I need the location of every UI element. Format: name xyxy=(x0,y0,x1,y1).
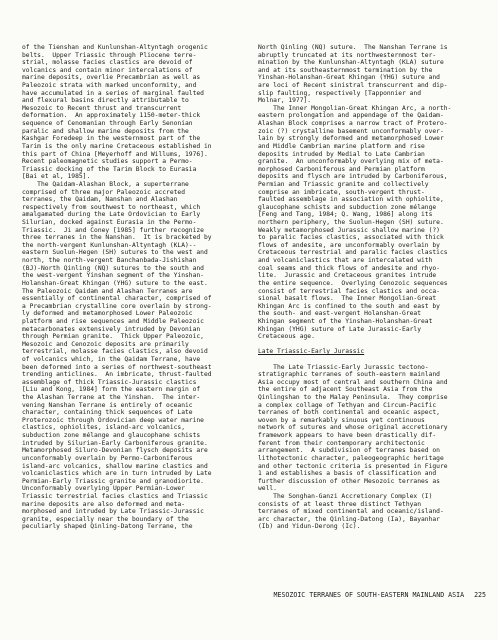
text-line: of volcanics which, in the Qaidam Terrane, have xyxy=(22,355,201,363)
text-line: Yinshan-Holanshan-Great Khingan (YHG) suture and xyxy=(258,74,440,82)
text-line: subduction zone mélange and glaucophane schists xyxy=(22,432,201,440)
text-line: comprise an imbricate, south-vergent thrust- xyxy=(258,188,425,196)
text-line: volcaniclastics which are in turn intruded by Late xyxy=(22,470,212,478)
text-line: essentially of continental character, comprised of xyxy=(22,295,212,303)
text-line: Cretaceous terrestrial and paralic facies clastics xyxy=(258,249,448,257)
text-line: granite. An unconformably overlying mix of meta- xyxy=(258,158,444,166)
text-line: stratigraphic terranes of south-eastern mainland xyxy=(258,371,440,379)
text-line: woven by a remarkably sinuous yet continuous xyxy=(258,416,425,424)
text-line: sequence of Cenomanian through Early Senonian xyxy=(22,120,193,128)
text-line: have accumulated in a series of marginal faulted xyxy=(22,89,204,97)
text-line: mination by the Kunlunshan-Altyntagh (KLA) suture xyxy=(258,59,444,67)
text-line: consists of at least three distinct Tethyan xyxy=(258,500,422,508)
text-line: granite, especially near the boundary of the xyxy=(22,515,189,523)
text-line: marine deposits, overlie Precambrian as well as xyxy=(22,74,201,82)
text-line: intruded by Silurian-Early Carboniferous granite. xyxy=(22,439,208,447)
text-line: arc character, the Qinling-Datong (Ia), Bayanhar xyxy=(258,515,440,523)
text-line: Triassic docking of the Tarim Block to Eurasia xyxy=(22,165,197,173)
text-line: Holanshan-Great Khingan (YHG) suture to the east. xyxy=(22,279,208,287)
text-line: character, containing thick sequences of Late xyxy=(22,409,193,417)
text-line: marine deposits are also deformed and meta- xyxy=(22,500,186,508)
text-line: The Paleozoic Qaidam and Alashan Terranes are xyxy=(22,287,193,295)
text-line: the entire of adjacent Southeast Asia from the xyxy=(258,386,433,394)
text-line: volcanics and contain minor intercalations of xyxy=(22,66,193,74)
text-line: The Qaidam-Alashan Block, a superterrane xyxy=(22,180,189,188)
text-line: (BJ)-North Qinling (NQ) sutures to the south and xyxy=(22,264,204,272)
text-line: terranes of mixed continental and oceanic/island- xyxy=(258,508,444,516)
text-line: amalgamated during the Late Ordovician to Early xyxy=(22,211,201,219)
text-line: clastics, ophiolites, island-arc volcanics, xyxy=(22,424,186,432)
text-line: metacarbonates extensively intruded by Devonian xyxy=(22,325,201,333)
text-line: unconformably overlain by Permo-Carboniferous xyxy=(22,454,193,462)
text-line: Paleozoic strata with marked unconformity, and xyxy=(22,82,197,90)
text-line: Mesozoic to Recent thrust and transcurrent xyxy=(22,104,182,112)
text-line xyxy=(258,356,486,364)
text-line: terrestrial, molasse facies clastics, also devoid xyxy=(22,348,208,356)
text-line: framework appears to have been drastically dif- xyxy=(258,432,437,440)
text-line: lithotectonic character, paleogeographic heritage xyxy=(258,454,444,462)
text-line: network of sutures and whose original accretionary xyxy=(258,424,448,432)
text-line: Permian-Early Triassic granite and granodiorite. xyxy=(22,477,204,485)
text-line: eastern Suolun-Hegen (SH) sutures to the west and xyxy=(22,249,208,257)
text-line: abruptly truncated at its northwesternmost ter- xyxy=(258,51,437,59)
text-line: ly deformed and metamorphosed Lower Paleozoic xyxy=(22,310,193,318)
text-line: the north-vergent Kunlunshan-Altyntagh (KLA)-- xyxy=(22,241,197,249)
text-line: Khingan Arc is confined to the south and east by xyxy=(258,302,440,310)
text-line: Triassic terrestrial facies clastics and Triassic xyxy=(22,492,208,500)
text-line: peculiarly shaped Qinling-Datong Terrane, the xyxy=(22,523,193,531)
text-line: platform and rise sequences and Middle Paleozoic xyxy=(22,317,204,325)
text-line: lite. Jurassic and Cretaceous granites intrude xyxy=(258,272,437,280)
text-line: morphosed and intruded by Late Triassic-Jurassic xyxy=(22,508,204,516)
text-line: consist of terrestrial facies clastics and occa- xyxy=(258,287,440,295)
text-line: slip faulting, respectively [Tapponnier and xyxy=(258,89,422,97)
text-line: and flexural basins directly attributable to xyxy=(22,97,189,105)
text-line: deformation. An approximately 1150-meter-thick xyxy=(22,112,201,120)
text-line: North Qinling (NQ) suture. The Nanshan Terrane is xyxy=(258,44,448,51)
text-line: the west-vergent Yinshan segment of the Yinshan- xyxy=(22,272,204,280)
text-line: Alashan Block comprises a narrow tract of Protero- xyxy=(258,120,448,128)
text-line: sional basalt flows. The Inner Mongolian-Great xyxy=(258,295,437,303)
text-line: a complex collage of Tethyan and Circum-Pacific xyxy=(258,401,437,409)
text-line: vening Nanshan Terrane is entirely of oceanic xyxy=(22,401,193,409)
text-line: [Bai et al, 1985]. xyxy=(22,173,91,181)
text-line: [Liu and Kong, 1984] form the eastern margin of xyxy=(22,386,201,394)
text-line: Silurian, docked against Eurasia in the Permo- xyxy=(22,219,197,227)
text-line: Unconformably overlying Upper Permian-Lower xyxy=(22,485,186,493)
text-line: belts. Upper Triassic through Pliocene terre- xyxy=(22,51,197,59)
text-line: been deformed into a series of northwest-southeast xyxy=(22,363,212,371)
text-line: coal seams and thick flows of andesite and rhyo- xyxy=(258,264,440,272)
text-line xyxy=(258,341,486,349)
text-line: glaucophane schists and subduction zone mélange xyxy=(258,203,437,211)
text-line: the entire sequence. Overlying Cenozoic sequences xyxy=(258,279,448,287)
text-line: ferent from their contemporary architectonic xyxy=(258,439,425,447)
text-line: of the Tienshan and Kunlunshan-Altyntagh orogenic xyxy=(22,44,208,51)
text-line: Qinlingshan to the Malay Peninsula. They comprise xyxy=(258,394,448,402)
text-line: terranes of both continental and oceanic aspect, xyxy=(258,409,440,417)
section-heading: Late Triassic-Early Jurassic xyxy=(258,348,365,356)
text-line: The Songhan-Ganzi Accretionary Complex (I) xyxy=(258,492,433,500)
text-line: deposits intruded by Medial to Late Cambrian xyxy=(258,150,425,158)
text-line: terranes, the Qaidam, Nanshan and Alashan xyxy=(22,196,178,204)
text-line: and at its southeasternmost termination by the xyxy=(258,66,433,74)
text-line: Cretaceous age. xyxy=(258,333,315,341)
text-line: Tarim is the only marine Cretaceous established in xyxy=(22,142,212,150)
text-line: trending anticlines. An imbricate, thrust-faulted xyxy=(22,371,212,379)
text-line: Kashgar Foredeep in the westernmost part of the xyxy=(22,135,201,143)
text-line: arrangement. A subdivision of terranes based on xyxy=(258,447,440,455)
text-line: faulted assemblage in association with ophiolite, xyxy=(258,196,444,204)
text-line: Khingan (YHG) suture of Late Jurassic-Early xyxy=(258,325,422,333)
text-line: island-arc volcanics, shallow marine clastics and xyxy=(22,462,208,470)
text-line: lain by strongly deformed and metamorphosed Lower xyxy=(258,135,444,143)
text-line: zoic (?) crystalline basement unconformably over- xyxy=(258,127,444,135)
text-line: well. xyxy=(258,485,277,493)
text-line: morphosed Carboniferous and Permian platform xyxy=(258,165,425,173)
text-line: The Late Triassic-Early Jurassic tectono- xyxy=(258,363,429,371)
running-title: MESOZOIC TERRANES OF SOUTH-EASTERN MAINLAND ASIA xyxy=(273,591,465,599)
text-line: The Inner Mongolian-Great Khingan Arc, a north- xyxy=(258,104,452,112)
text-line: Khingan segment of the Yinshan-Holanshan-Great xyxy=(258,317,433,325)
text-line: flows of andesite, are unconformably overlain by xyxy=(258,241,440,249)
text-line: Weakly metamorphosed Jurassic shallow marine (?) xyxy=(258,226,440,234)
text-line: [Feng and Tang, 1984; Q. Wang, 1986] along its xyxy=(258,211,433,219)
text-line: Metamorphosed Siluro-Devonian flysch deposits are xyxy=(22,447,208,455)
text-line: through Permian granite. Thick Upper Paleozoic, xyxy=(22,333,204,341)
text-line: paralic and shallow marine deposits from the xyxy=(22,127,189,135)
text-line: the Alashan Terrane at the Yinshan. The inter- xyxy=(22,394,201,402)
right-text-column xyxy=(258,44,486,531)
text-line: respectively from southwest to northeast, which xyxy=(22,203,201,211)
left-text-column xyxy=(22,44,250,531)
text-line: and volcaniclastics that are intercalated with xyxy=(258,257,433,265)
text-line: three terranes in the Nanshan. It is bracketed by xyxy=(22,234,212,242)
text-line: assemblage of thick Triassic-Jurassic clastics xyxy=(22,378,197,386)
text-line: Recent paleomagnetic studies support a Permo- xyxy=(22,158,193,166)
page-number: 225 xyxy=(474,591,486,599)
page-footer xyxy=(258,591,486,599)
text-line: and Middle Cambrian marine platform and rise xyxy=(258,142,425,150)
text-line: to paralic facies clastics, associated with thick xyxy=(258,234,444,242)
text-line: Triassic. Ji and Coney [1985] further recognize xyxy=(22,226,204,234)
text-line: northern periphery, the Suolun-Hegen (SH) suture. xyxy=(258,219,444,227)
text-line: a Precambrian crystalline core overlain by strong- xyxy=(22,302,212,310)
text-line: eastern prolongation and appendage of the Qaidam- xyxy=(258,112,444,120)
text-line: deposits and flysch are intruded by Carboniferous, xyxy=(258,173,448,181)
text-line: further discussion of other Mesozoic terranes as xyxy=(258,477,440,485)
text-line: this part of China [Meyerhoff and Willums, 1976]. xyxy=(22,150,208,158)
text-line: and other tectonic criteria is presented in Figure xyxy=(258,462,448,470)
text-line: Molnar, 1977]. xyxy=(258,97,312,105)
text-line: are loci of Recent sinistral transcurrent and dip- xyxy=(258,82,448,90)
text-line: strial, molasse facies clastics are devoid of xyxy=(22,59,193,67)
text-line: 1 and establishes a basis of classification and xyxy=(258,470,437,478)
text-line: Proterozoic through Ordovician deep water marine xyxy=(22,416,204,424)
text-line: Asia occupy most of central and southern China and xyxy=(258,378,448,386)
text-line: comprised of three major Paleozoic accreted xyxy=(22,188,186,196)
text-line: (Ib) and Yidun-Derong (Ic). xyxy=(258,523,361,531)
text-line: Mesozoic and Cenozoic deposits are primarily xyxy=(22,340,189,348)
text-line: Permian and Triassic granite and collectively xyxy=(258,180,429,188)
text-line: north, the north-vergent Banchanbada-Jishishan xyxy=(22,257,197,265)
text-line: the south- and east-vergent Holanshan-Great xyxy=(258,310,422,318)
